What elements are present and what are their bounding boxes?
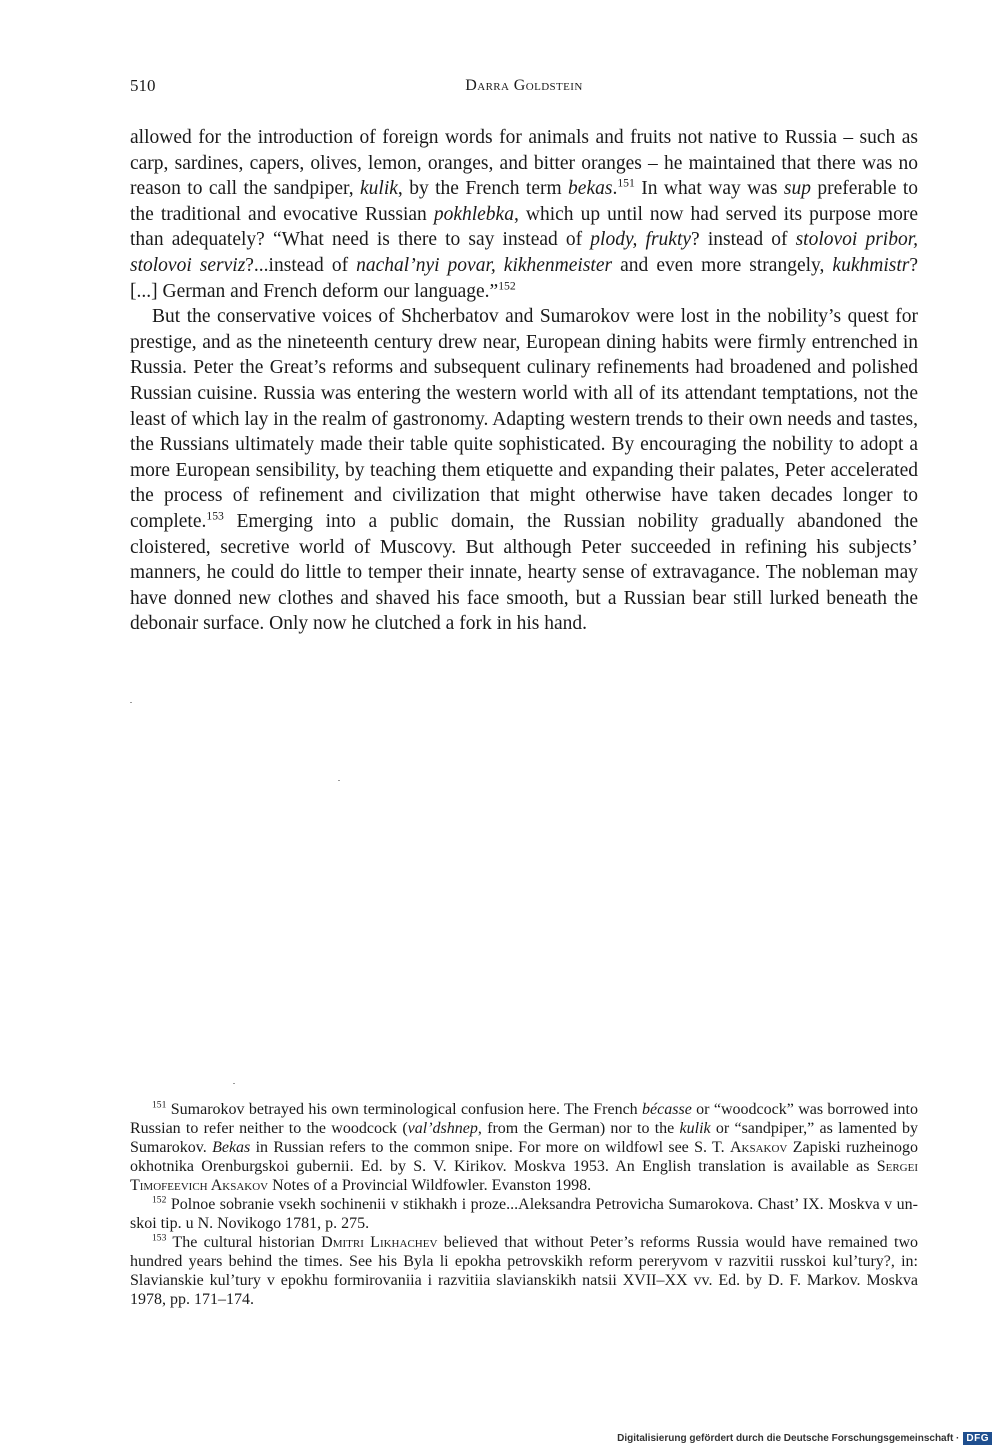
text-run: or “woodcock” was borrowed into Russian to refer neither to the woodcock ( <box>130 1101 919 1137</box>
text-run: Emerging into a public domain, the Russian nobility gradually abandoned the cloistered, secretive world of Muscovy. But although Peter succeeded in refining his subjects’ manners, he could do little to temper their innate, hearty sense of extravagance. The nobleman may have donned new clothes and shaved his face smooth, but a Russian bear still lurked beneath the debonair surface. Only now he clutched a fork in his hand. <box>130 510 918 635</box>
text-run: nachal’nyi povar, kikhenmeister <box>356 254 613 276</box>
text-run: allowed for the introduction of foreign words for animals and fruits not native to Russia – such as carp, sardines, capers, olives, lemon, oranges, and bitter oranges – he maintained that there was no reason to call the sandpiper, <box>130 127 918 200</box>
text-run: val’dshnep <box>407 1120 478 1137</box>
page-number: 510 <box>130 76 156 95</box>
paragraph-2 <box>130 304 918 637</box>
text-run: and even more strangely, <box>612 254 833 276</box>
scan-speck <box>130 702 132 703</box>
text-run: believed that without Peter’s reforms Russia would have remained two hundred years behind the times. See his Byla li epokha petrovskikh reform pereryvom v razvitii russkoi kul’tury?, in: Slavianskie kul’tury v epokhu formirovaniia i razvitiia slavianskikh natsii XVII–XX vv. Ed. by D. F. Markov. Moskva 1978, pp. 171–174. <box>130 1234 919 1308</box>
text-run: or “sandpiper,” as lamented by Sumarokov. <box>130 1120 919 1156</box>
footnote-152 <box>130 1195 918 1233</box>
dfg-logo: DFG <box>963 1432 992 1445</box>
text-run: , by the French term <box>397 178 569 200</box>
text-run: preferable to the traditional and evocative Russian <box>130 178 918 225</box>
text-run: bekas <box>568 178 613 200</box>
text-run: Aksakov <box>729 1139 788 1156</box>
text-run: ?...instead of <box>245 254 357 276</box>
text-run: Sergei Timofeevich Aksakov <box>130 1158 918 1194</box>
footnote-marker: 153 <box>206 509 224 523</box>
footnote-marker: 152 <box>152 1194 167 1206</box>
scan-speck <box>233 1083 235 1084</box>
text-run: ? instead of <box>691 229 796 251</box>
text-run: kulik <box>679 1120 711 1137</box>
text-run: , from the German) nor to the <box>477 1120 680 1137</box>
text-run: plody, frukty <box>590 229 692 251</box>
page-header <box>130 76 918 102</box>
paragraph-1 <box>130 125 918 304</box>
text-run: , which up until now had served its purpose more than adequately? “What need is there to say instead of <box>130 203 918 251</box>
text-run: Sumarokov betrayed his own terminological confusion here. The French <box>166 1101 643 1118</box>
text-run: The cultural historian <box>166 1234 322 1251</box>
text-run: sup <box>783 178 811 200</box>
text-run: pokhlebka <box>433 203 514 225</box>
text-run: . <box>612 178 618 200</box>
text-run: But the conservative voices of Shcherbatov and Sumarokov were lost in the nobility’s quest for prestige, and as the nineteenth century drew near, European dining habits were firmly entrenched in Russia. Peter the Great’s reforms and subsequent culinary refinements had broadened and polished Russian cuisine. Russia was entering the western world with all of its attendant temptations, not the least of which lay in the realm of gastronomy. Adapting western trends to their own needs and tastes, the Russians ultimately made their table quite sophisticated. By encouraging the nobility to adopt a more European sensibility, by teaching them etiquette and expanding their palates, Peter accelerated the process of refinement and civilization that might otherwise have taken decades longer to complete. <box>130 306 918 532</box>
text-run: In what way was <box>634 178 784 200</box>
footnote-marker: 153 <box>152 1232 167 1244</box>
footnotes <box>130 1100 918 1309</box>
footnote-153 <box>130 1233 918 1309</box>
footnote-151 <box>130 1100 918 1195</box>
body-text <box>130 125 918 637</box>
text-run: Bekas <box>212 1139 251 1156</box>
scan-speck <box>338 780 340 781</box>
text-run: ? [...] German and French deform our language.” <box>130 254 918 302</box>
credit-text: Digitalisierung gefördert durch die Deutsche Forschungsgemeinschaft · <box>617 1432 960 1444</box>
text-run: kulik <box>360 178 398 200</box>
footnote-marker: 151 <box>152 1099 167 1111</box>
digitization-credit <box>617 1430 992 1446</box>
footnote-marker: 152 <box>498 279 516 293</box>
text-run: Polnoe sobranie vsekh sochinenii v stikhakh i proze...Aleksandra Petrovicha Sumarokova. Chast’ IX. Moskva v un-skoi tip. u N. Novikogo 1781, p. 275. <box>130 1196 918 1232</box>
text-run: kukhmistr <box>832 254 910 276</box>
text-run: Dmitri Likhachev <box>321 1234 438 1251</box>
footnote-marker: 151 <box>617 176 635 190</box>
text-run: Zapiski ruzheinogo okhotnika Orenburgskoi gubernii. Ed. by S. V. Kirikov. Moskva 1953. An English translation is available as <box>130 1139 918 1175</box>
text-run: in Russian refers to the common snipe. For more on wildfowl see S. T. <box>250 1139 730 1156</box>
text-run: stolovoi pribor, stolovoi serviz <box>130 229 919 276</box>
running-head: Darra Goldstein <box>465 77 583 94</box>
text-run: Notes of a Provincial Wildfowler. Evanston 1998. <box>268 1177 592 1194</box>
text-run: bécasse <box>642 1101 692 1118</box>
